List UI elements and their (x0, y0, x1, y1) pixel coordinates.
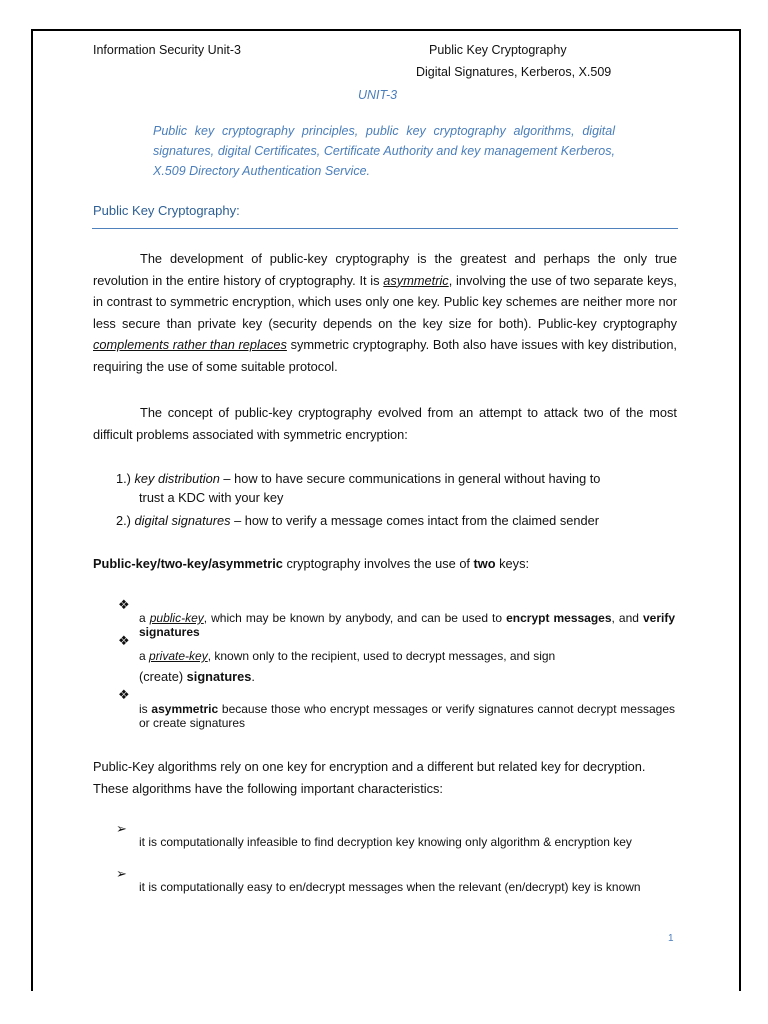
two-keys-mid: cryptography involves the use of (282, 556, 474, 571)
header-right-line2: Digital Signatures, Kerberos, X.509 (416, 65, 612, 79)
bullet-asymmetric (139, 703, 675, 730)
b3-asymmetric: asymmetric (151, 702, 219, 716)
arrow-item-2: it is computationally easy to en/decrypt messages when the relevant (en/decrypt) key is known (139, 880, 641, 894)
b2-mid: , known only to the recipient, used to decrypt messages, and sign (207, 649, 556, 663)
numbered-item-2 (116, 511, 599, 530)
paragraph-1 (93, 248, 677, 378)
b1-public-key: public-key (149, 611, 204, 625)
section-divider (92, 228, 678, 229)
bullet-private-key (139, 649, 555, 663)
diamond-bullet-icon: ❖ (118, 688, 130, 703)
intro-text: Public key cryptography principles, public key cryptography algorithms, digital signatures, digital Certificates, Certificate Authority and key management Kerberos, X.509 Directory Authentication Service. (153, 124, 615, 178)
b1-pre: a (139, 611, 150, 625)
para1-asymmetric: asymmetric (383, 272, 449, 288)
numbered-1-line2: trust a KDC with your key (139, 490, 284, 505)
b1-mid: , which may be known by anybody, and can be used to (203, 611, 507, 625)
numbered-1-line1: – how to have secure communications in general without having to (219, 471, 601, 486)
unit-label: UNIT-3 (358, 88, 398, 102)
header-right-line1: Public Key Cryptography (429, 43, 567, 57)
numbered-2-num: 2.) (116, 513, 131, 528)
bullet-private-key-line2 (139, 669, 255, 684)
para1-text-e: symmetric cryptography. Both also have issues with key distribution, requiring the use of some suitable protocol. (93, 337, 677, 374)
page-number: 1 (668, 933, 674, 944)
para1-complements: complements rather than replaces (93, 337, 287, 353)
numbered-2-term: digital signatures (134, 513, 231, 528)
b2-signatures: signatures (186, 669, 252, 684)
para1-text-c: , involving the use of two separate keys, in contrast to symmetric encryption, which uses only one key. Public key schemes are neither more nor less secure than private key (security depends on the key size for both). Public-key cryptography (93, 272, 677, 331)
arrow-bullet-icon: ➢ (116, 822, 127, 837)
arrow-bullet-icon: ➢ (116, 867, 127, 882)
b2-private-key: private-key (149, 649, 208, 663)
bullet-public-key (139, 612, 675, 639)
two-keys-sentence (93, 556, 529, 571)
two-keys-bold2: two (473, 556, 496, 571)
two-keys-bold1: Public-key/two-key/asymmetric (93, 556, 283, 571)
b1-verify: verify signatures (139, 611, 676, 639)
diamond-bullet-icon: ❖ (118, 634, 130, 649)
b2-pre: a (139, 649, 150, 663)
paragraph-3: Public-Key algorithms rely on one key for encryption and a different but related key for decryption. These algorithms have the following important characteristics: (93, 759, 646, 796)
b3-rest: because those who encrypt messages or verify signatures cannot decrypt messages or create signatures (139, 702, 675, 730)
section-title: Public Key Cryptography: (93, 203, 240, 218)
arrow-item-1: it is computationally infeasible to find decryption key knowing only algorithm & encryption key (139, 835, 632, 849)
b1-encrypt: encrypt messages (506, 611, 612, 625)
numbered-2-line1: – how to verify a message comes intact from the claimed sender (230, 513, 599, 528)
b3-pre: is (139, 702, 152, 716)
header-left: Information Security Unit-3 (93, 43, 241, 57)
b1-and: and (618, 611, 643, 625)
two-keys-end: keys: (495, 556, 530, 571)
numbered-1-num: 1.) (116, 471, 131, 486)
b2-dot: . (251, 669, 255, 684)
paragraph-2: The concept of public-key cryptography evolved from an attempt to attack two of the most difficult problems associated with symmetric encryption: (93, 405, 677, 442)
numbered-1-term: key distribution (134, 471, 220, 486)
b2-line2pre: (create) (139, 669, 187, 684)
numbered-item-1 (116, 469, 600, 488)
b1-comma: , (611, 611, 615, 625)
para1-text-a: The development of public-key cryptography is the greatest and perhaps the only true revolution in the entire history of cryptography. It is (93, 251, 677, 288)
diamond-bullet-icon: ❖ (118, 598, 130, 613)
